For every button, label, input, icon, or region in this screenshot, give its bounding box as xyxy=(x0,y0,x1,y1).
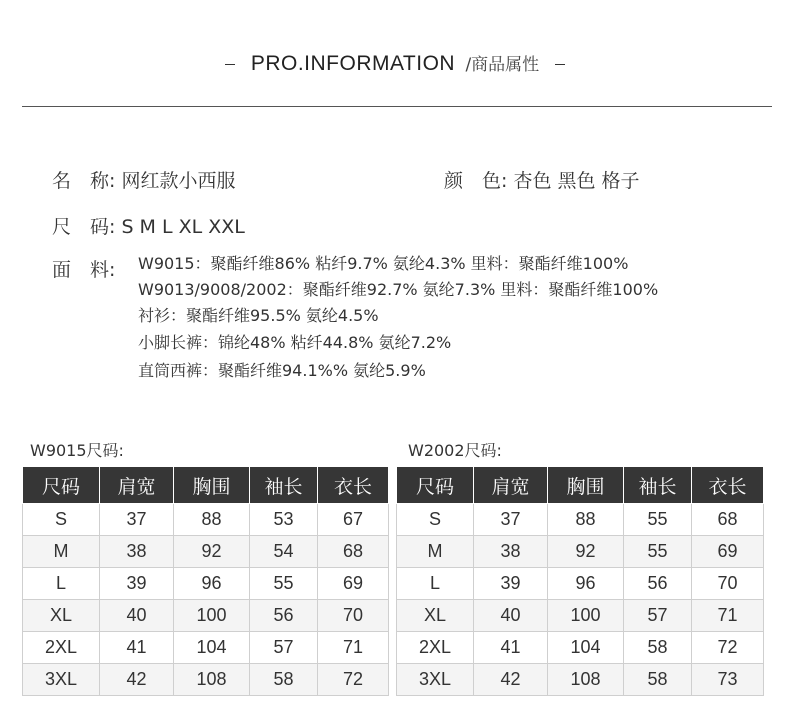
table-cell: 67 xyxy=(318,504,389,536)
table-cell: 100 xyxy=(548,600,624,632)
table-cell: 39 xyxy=(474,568,548,600)
table-row xyxy=(397,600,764,632)
table-cell: 53 xyxy=(250,504,318,536)
color-label: 颜 色: xyxy=(444,170,508,192)
table-cell: 37 xyxy=(474,504,548,536)
fabric-line: 小脚长裤：锦纶48% 粘纤44.8% 氨纶7.2% xyxy=(138,333,452,352)
table-row xyxy=(23,664,389,696)
table-cell: 70 xyxy=(692,568,764,600)
fabric-line: 衬衫：聚酯纤维95.5% 氨纶4.5% xyxy=(138,306,379,325)
table-cell: 72 xyxy=(692,632,764,664)
table-row xyxy=(23,504,389,536)
table-cell: 58 xyxy=(624,632,692,664)
table-cell: 58 xyxy=(250,664,318,696)
table-cell: 3XL xyxy=(397,664,474,696)
table-cell: 57 xyxy=(250,632,318,664)
table-cell: 38 xyxy=(474,536,548,568)
table-cell: 104 xyxy=(174,632,250,664)
table-row xyxy=(397,504,764,536)
table-cell: 56 xyxy=(250,600,318,632)
section-header xyxy=(0,50,790,76)
table-cell: 69 xyxy=(692,536,764,568)
table-cell: 56 xyxy=(624,568,692,600)
table-cell: 57 xyxy=(624,600,692,632)
size-table-w9015 xyxy=(22,466,389,696)
table-cell: M xyxy=(397,536,474,568)
fabric-line: W9013/9008/2002：聚酯纤维92.7% 氨纶7.3% 里料：聚酯纤维100% xyxy=(138,280,659,299)
table-cell: 73 xyxy=(692,664,764,696)
table-cell: L xyxy=(23,568,100,600)
table-cell: 71 xyxy=(692,600,764,632)
table-row xyxy=(397,664,764,696)
size-row xyxy=(52,212,245,239)
table-cell: S xyxy=(397,504,474,536)
table-cell: 108 xyxy=(548,664,624,696)
table-cell: 42 xyxy=(474,664,548,696)
table-cell: 108 xyxy=(174,664,250,696)
column-header: 肩宽 xyxy=(474,467,548,504)
table-cell: 55 xyxy=(624,504,692,536)
column-header: 衣长 xyxy=(318,467,389,504)
table-cell: 2XL xyxy=(397,632,474,664)
column-header: 袖长 xyxy=(624,467,692,504)
header-divider xyxy=(22,106,772,107)
table-cell: 96 xyxy=(548,568,624,600)
table-cell: 54 xyxy=(250,536,318,568)
fabric-line: W9015：聚酯纤维86% 粘纤9.7% 氨纶4.3% 里料：聚酯纤维100% xyxy=(138,254,629,273)
column-header: 胸围 xyxy=(174,467,250,504)
header-title: PRO.INFORMATION xyxy=(250,52,456,75)
column-header: 衣长 xyxy=(692,467,764,504)
size-value: S M L XL XXL xyxy=(121,216,245,238)
name-row xyxy=(52,166,235,193)
table-cell: 70 xyxy=(318,600,389,632)
table-row xyxy=(23,632,389,664)
table-cell: L xyxy=(397,568,474,600)
header-subtitle: /商品属性 xyxy=(465,55,540,75)
column-header: 尺码 xyxy=(397,467,474,504)
header-dash-left xyxy=(225,64,235,65)
table-cell: 104 xyxy=(548,632,624,664)
table-row xyxy=(397,632,764,664)
name-label: 名 称: xyxy=(52,170,116,192)
color-value: 杏色 黑色 格子 xyxy=(513,170,640,192)
table-cell: 55 xyxy=(250,568,318,600)
table-cell: 88 xyxy=(174,504,250,536)
table-row xyxy=(397,536,764,568)
table-cell: 58 xyxy=(624,664,692,696)
table-cell: 92 xyxy=(174,536,250,568)
table-caption-w2002: W2002尺码: xyxy=(408,441,502,460)
column-header: 胸围 xyxy=(548,467,624,504)
color-row xyxy=(444,166,640,193)
fabric-label: 面 料: xyxy=(52,259,116,281)
table-row xyxy=(23,568,389,600)
fabric-line: 直筒西裤：聚酯纤维94.1%% 氨纶5.9% xyxy=(138,361,426,380)
table-cell: 37 xyxy=(100,504,174,536)
column-header: 肩宽 xyxy=(100,467,174,504)
table-cell: XL xyxy=(397,600,474,632)
table-cell: 2XL xyxy=(23,632,100,664)
column-header: 袖长 xyxy=(250,467,318,504)
table-cell: 3XL xyxy=(23,664,100,696)
table-cell: 38 xyxy=(100,536,174,568)
table-cell: 41 xyxy=(474,632,548,664)
table-cell: M xyxy=(23,536,100,568)
table-cell: 72 xyxy=(318,664,389,696)
table-cell: 42 xyxy=(100,664,174,696)
table-cell: 40 xyxy=(474,600,548,632)
table-cell: 55 xyxy=(624,536,692,568)
table-cell: 88 xyxy=(548,504,624,536)
table-cell: 40 xyxy=(100,600,174,632)
size-table-w2002 xyxy=(396,466,764,696)
table-cell: 68 xyxy=(692,504,764,536)
header-dash-right xyxy=(555,64,565,65)
table-header-row xyxy=(397,467,764,504)
table-cell: 39 xyxy=(100,568,174,600)
table-cell: 68 xyxy=(318,536,389,568)
table-cell: S xyxy=(23,504,100,536)
table-cell: 71 xyxy=(318,632,389,664)
table-cell: 69 xyxy=(318,568,389,600)
table-cell: 96 xyxy=(174,568,250,600)
table-cell: XL xyxy=(23,600,100,632)
table-row xyxy=(23,600,389,632)
table-cell: 92 xyxy=(548,536,624,568)
table-caption-w9015: W9015尺码: xyxy=(30,441,124,460)
size-label: 尺 码: xyxy=(52,216,116,238)
table-header-row xyxy=(23,467,389,504)
name-value: 网红款小西服 xyxy=(121,170,236,192)
table-cell: 41 xyxy=(100,632,174,664)
column-header: 尺码 xyxy=(23,467,100,504)
table-row xyxy=(23,536,389,568)
fabric-row xyxy=(52,255,115,282)
table-cell: 100 xyxy=(174,600,250,632)
table-row xyxy=(397,568,764,600)
